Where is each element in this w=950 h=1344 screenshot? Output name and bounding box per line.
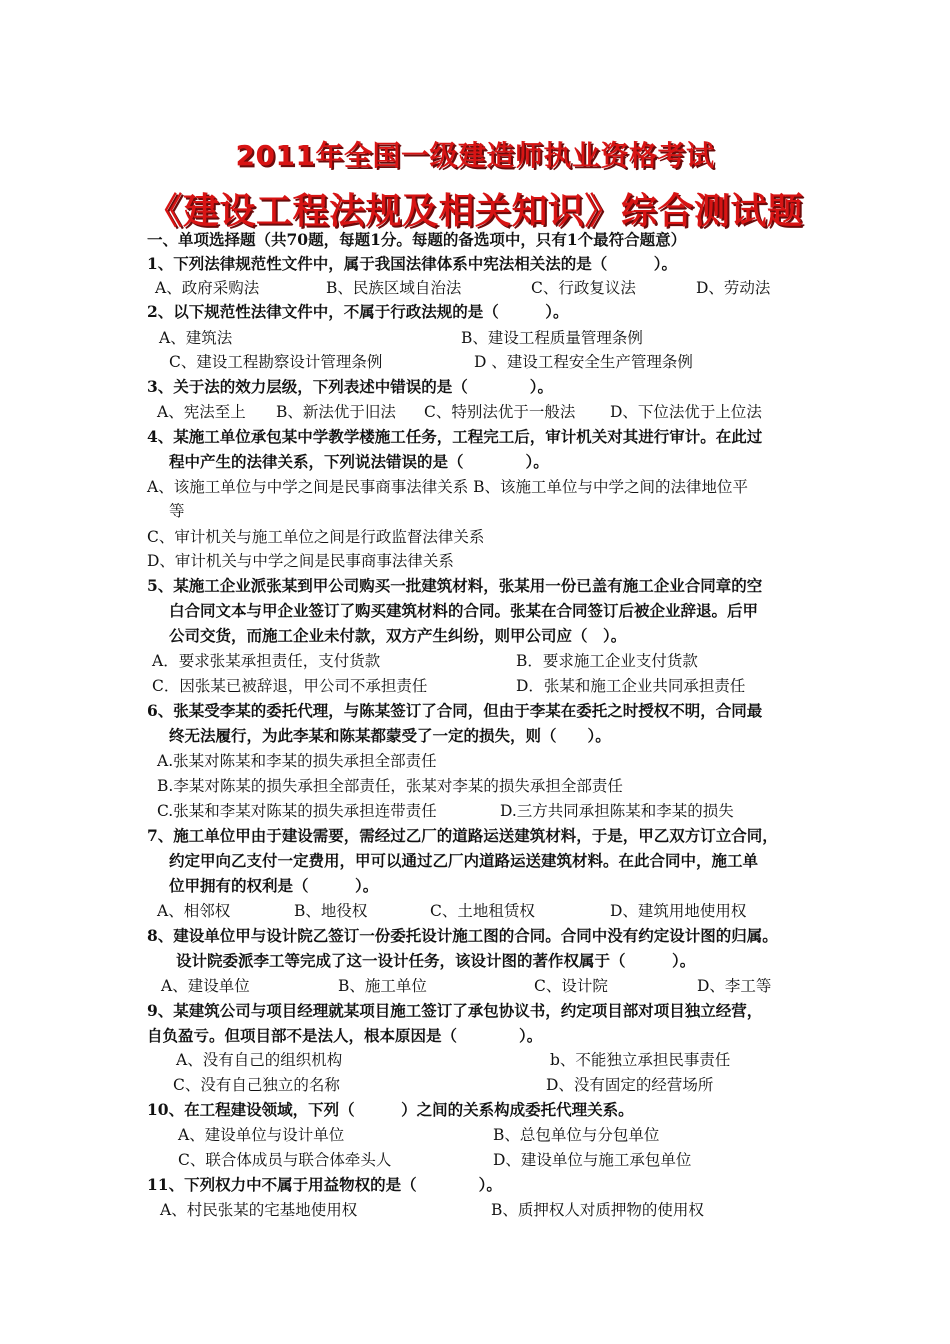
q5-option-a: A．要求张某承担责任，支付货款 <box>152 652 381 670</box>
q6-option-b: B.李某对陈某的损失承担全部责任，张某对李某的损失承担全部责任 <box>157 777 623 795</box>
q6-option-c: C.张某和李某对陈某的损失承担连带责任 <box>157 802 437 820</box>
q5-stem-line2: 白合同文本与甲企业签订了购买建筑材料的合同。张某在合同签订后被企业辞退。后甲 <box>169 601 759 620</box>
q7-stem-line2: 约定甲向乙支付一定费用，甲可以通过乙厂内道路运送建筑材料。在此合同中，施工单 <box>169 851 759 870</box>
q2-stem: 2、以下规范性法律文件中，不属于行政法规的是（ ）。 <box>147 302 569 321</box>
q2-option-b: B、建设工程质量管理条例 <box>461 329 643 347</box>
q10-option-c: C、联合体成员与联合体牵头人 <box>178 1151 392 1169</box>
q9-option-c: C、没有自己独立的名称 <box>173 1076 340 1094</box>
q1-option-c: C、行政复议法 <box>531 279 636 297</box>
q2-option-d: D 、建设工程安全生产管理条例 <box>474 353 693 371</box>
q7-option-b: B、地役权 <box>294 902 368 920</box>
q8-option-d: D、李工等 <box>697 977 772 995</box>
q1-option-a: A、政府采购法 <box>155 279 260 297</box>
q2-option-c: C、建设工程勘察设计管理条例 <box>169 353 383 371</box>
q3-option-a: A、宪法至上 <box>157 403 246 421</box>
q11-option-b: B、质押权人对质押物的使用权 <box>491 1201 704 1219</box>
q4-option-b-cont: 等 <box>169 502 185 520</box>
q1-option-b: B、民族区域自治法 <box>326 279 462 297</box>
q7-stem-line1: 7、施工单位甲由于建设需要，需经过乙厂的道路运送建筑材料，于是，甲乙双方订立合同， <box>147 826 778 845</box>
q3-option-c: C、特别法优于一般法 <box>424 403 576 421</box>
q4-option-c: C、审计机关与施工单位之间是行政监督法律关系 <box>147 528 485 546</box>
q4-stem-line2: 程中产生的法律关系，下列说法错误的是（ ）。 <box>169 452 549 471</box>
q3-option-b: B、新法优于旧法 <box>276 403 396 421</box>
q8-option-b: B、施工单位 <box>338 977 427 995</box>
q6-option-a: A.张某对陈某和李某的损失承担全部责任 <box>157 752 437 770</box>
q3-stem: 3、关于法的效力层级，下列表述中错误的是（ ）。 <box>147 377 554 396</box>
q4-stem-line1: 4、某施工单位承包某中学教学楼施工任务，工程完工后，审计机关对其进行审计。在此过 <box>147 427 763 446</box>
q4-option-d: D、审计机关与中学之间是民事商事法律关系 <box>147 552 454 570</box>
q6-stem-line2: 终无法履行，为此李某和陈某都蒙受了一定的损失，则（ ）。 <box>169 726 611 745</box>
q10-option-d: D、建设单位与施工承包单位 <box>493 1151 692 1169</box>
q6-option-d: D.三方共同承担陈某和李某的损失 <box>500 802 734 820</box>
q8-option-a: A、建设单位 <box>161 977 250 995</box>
q9-option-b: b、不能独立承担民事责任 <box>550 1051 731 1069</box>
exam-title-line1: 2011年全国一级建造师执业资格考试 <box>235 139 715 172</box>
q7-option-a: A、相邻权 <box>157 902 231 920</box>
q8-stem-line2: 设计院委派李工等完成了这一设计任务，该设计图的著作权属于（ ）。 <box>176 951 696 970</box>
q8-stem-line1: 8、建设单位甲与设计院乙签订一份委托设计施工图的合同。合同中没有约定设计图的归属。 <box>147 926 778 945</box>
q2-option-a: A、建筑法 <box>159 329 233 347</box>
q5-stem-line1: 5、某施工企业派张某到甲公司购买一批建筑材料，张某用一份已盖有施工企业合同章的空 <box>147 576 763 595</box>
q6-stem-line1: 6、张某受李某的委托代理，与陈某签订了合同，但由于李某在委托之时授权不明，合同最 <box>147 701 763 720</box>
q10-option-a: A、建设单位与设计单位 <box>178 1126 345 1144</box>
q7-option-c: C、土地租赁权 <box>430 902 535 920</box>
q7-option-d: D、建筑用地使用权 <box>610 902 747 920</box>
q5-stem-line3: 公司交货，而施工企业未付款，双方产生纠纷，则甲公司应（ ）。 <box>169 626 627 645</box>
q5-option-b: B．要求施工企业支付货款 <box>516 652 698 670</box>
q3-option-d: D、下位法优于上位法 <box>610 403 762 421</box>
q8-option-c: C、设计院 <box>534 977 608 995</box>
q10-option-b: B、总包单位与分包单位 <box>493 1126 660 1144</box>
q5-option-d: D．张某和施工企业共同承担责任 <box>516 677 746 695</box>
exam-title-line2: 《建设工程法规及相关知识》综合测试题 <box>146 191 804 232</box>
q5-option-c: C．因张某已被辞退，甲公司不承担责任 <box>152 677 428 695</box>
q7-stem-line3: 位甲拥有的权利是（ ）。 <box>169 876 379 895</box>
q11-stem: 11、下列权力中不属于用益物权的是（ ）。 <box>147 1175 502 1194</box>
q9-stem-line1: 9、某建筑公司与项目经理就某项目施工签订了承包协议书，约定项目部对项目独立经营， <box>147 1001 763 1020</box>
q9-option-d: D、没有固定的经营场所 <box>546 1076 714 1094</box>
q9-stem-line2: 自负盈亏。但项目部不是法人，根本原因是（ ）。 <box>147 1026 543 1045</box>
q1-stem: 1、下列法律规范性文件中，属于我国法律体系中宪法相关法的是（ ）。 <box>147 254 678 273</box>
q9-option-a: A、没有自己的组织机构 <box>176 1051 343 1069</box>
q1-option-d: D、劳动法 <box>696 279 771 297</box>
q4-option-ab: A、该施工单位与中学之间是民事商事法律关系 B、该施工单位与中学之间的法律地位平 <box>147 478 749 496</box>
q10-stem: 10、在工程建设领域，下列（ ）之间的关系构成委托代理关系。 <box>147 1100 634 1119</box>
q11-option-a: A、村民张某的宅基地使用权 <box>160 1201 358 1219</box>
section-header: 一、单项选择题（共70题，每题1分。每题的备选项中，只有1个最符合题意） <box>147 230 687 249</box>
